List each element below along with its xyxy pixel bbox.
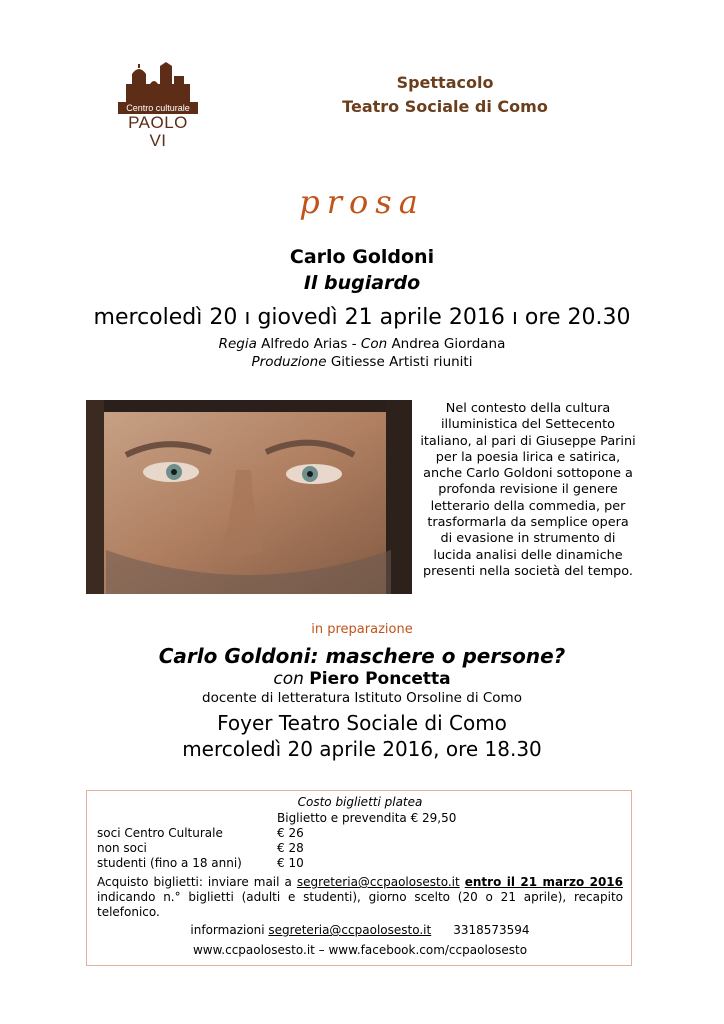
con-label: Con [360,336,388,352]
ticket-row-label: non soci [97,841,147,855]
event-title: Carlo Goldoni: maschere o persone? [158,644,566,668]
speaker-name: Piero Poncetta [309,669,451,689]
ticket-row-label: studenti (fino a 18 anni) [97,856,242,870]
genre-heading: prosa [299,183,425,221]
regia-value: Alfredo Arias - [256,336,361,352]
logo-text-top: Centro culturale [118,102,198,114]
show-author: Carlo Goldoni [289,246,435,268]
info-label: informazioni [190,923,269,937]
ticket-purchase-info [97,875,623,920]
ticket-box [86,790,632,966]
info-email-link[interactable]: segreteria@ccpaolosesto.it [268,923,432,937]
produzione-label: Produzione [251,354,327,370]
church-icon [122,62,194,104]
produzione-value: Gitiesse Artisti riuniti [326,354,473,370]
event-label: in preparazione [311,622,413,637]
ticket-row-price: € 28 [277,841,304,855]
header-line-theatre: Teatro Sociale di Como [342,97,548,116]
credits-regia [0,336,724,352]
logo [118,62,194,150]
credits-produzione [0,354,724,370]
show-title: Il bugiardo [303,272,421,294]
description: Nel contesto della cultura illuministica del Settecento italiano, al pari di Giuseppe Parini per la poesia lirica e satirica, anche Carlo Goldoni sottopone a profonda revisione il genere letterario della commedia, per trasformarla da semplice opera di evasione in strumento di lucida analisi delle dinamiche presenti nella società del tempo. [420,401,636,579]
actor-photo [86,400,412,594]
event-speaker [0,669,724,689]
info-phone: 3318573594 [453,923,530,937]
event-venue: Foyer Teatro Sociale di Como [217,711,507,735]
purchase-deadline: entro il 21 marzo 2016 [464,875,623,889]
header-line-spettacolo: Spettacolo [396,73,494,92]
ticket-title: Costo biglietti platea [297,795,423,809]
event-date: mercoledì 20 aprile 2016, ore 18.30 [182,737,542,761]
ticket-row-price: € 26 [277,826,304,840]
ticket-row-label: soci Centro Culturale [97,826,223,840]
speaker-role: docente di letteratura Istituto Orsoline di Como [202,690,522,706]
purchase-text: Acquisto biglietti: inviare mail a [97,875,297,889]
purchase-email-link[interactable]: segreteria@ccpaolosesto.it [296,875,460,889]
con-value: Andrea Giordana [387,336,506,352]
ticket-contact-info [87,923,633,937]
ticket-full-price: Biglietto e prevendita € 29,50 [277,811,457,825]
speaker-con: con [273,669,304,689]
regia-label: Regia [218,336,257,352]
ticket-web-links[interactable]: www.ccpaolosesto.it – www.facebook.com/ccpaolosesto [192,943,528,957]
ticket-row-price: € 10 [277,856,304,870]
purchase-text-post: indicando n.° biglietti (adulti e studenti), giorno scelto (20 o 21 aprile), recapito telefonico. [97,890,623,919]
show-dates: mercoledì 20 ı giovedì 21 aprile 2016 ı ore 20.30 [93,305,631,330]
logo-text-bottom: PAOLO VI [128,113,188,150]
